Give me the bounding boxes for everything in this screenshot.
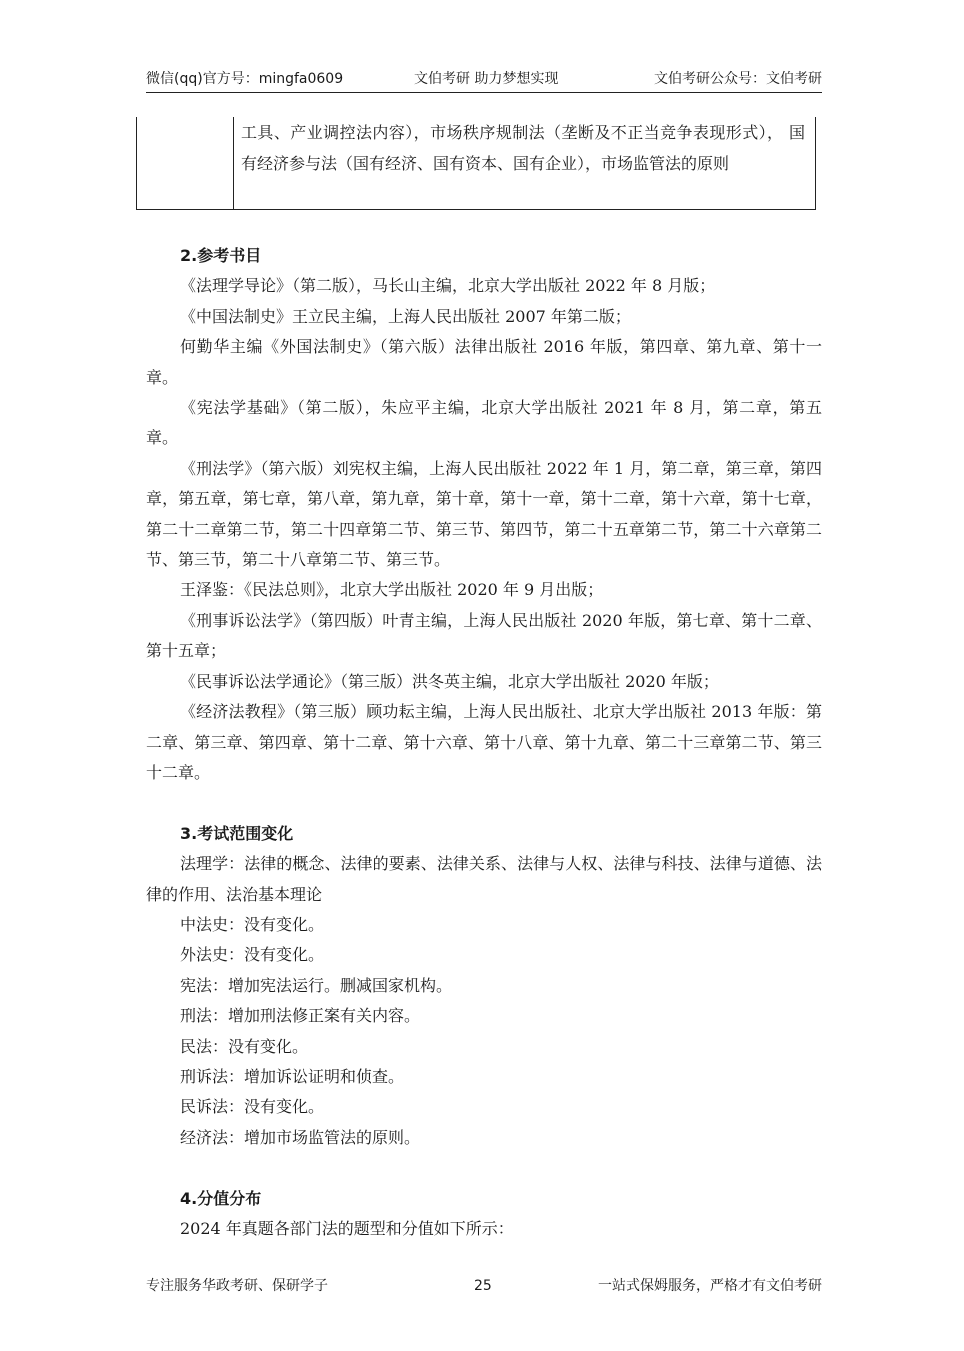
table-cell-content: 工具、产业调控法内容），市场秩序规制法（垄断及不正当竞争表现形式）， 国有经济参与法（国有经济、国有资本、国有企业），市场监管法的原则 [241,123,805,173]
header-wechat-account: 文伯考研公众号：文伯考研 [654,71,822,87]
scope-change-item: 中法史：没有变化。 [180,914,325,934]
section-heading-score-distribution: 4.分值分布 [180,1188,262,1208]
scope-change-item: 民法：没有变化。 [180,1036,309,1056]
footer-tagline: 专注服务华政考研、保研学子 [146,1278,328,1294]
reference-item: 何勤华主编《外国法制史》（第六版）法律出版社 2016 年版，第四章、第九章、第十一章。 [146,337,822,387]
reference-item: 《中国法制史》王立民主编，上海人民出版社 2007 年第二版； [180,306,631,326]
reference-item: 《刑事诉讼法学》（第四版）叶青主编，上海人民出版社 2020 年版，第七章、第十二章、第十五章； [146,610,822,661]
scope-change-item: 法理学：法律的概念、法律的要素、法律关系、法律与人权、法律与科技、法律与道德、法律的作用、法治基本理论 [146,854,822,904]
section-heading-scope-changes: 3.考试范围变化 [180,823,294,843]
reference-item: 《刑法学》（第六版）刘宪权主编，上海人民出版社 2022 年 1 月，第二章，第三章，第四章，第五章，第七章，第八章，第九章，第十章，第十一章，第十二章，第十六章，第十七章，第二十二章第二节，第二十四章第二节、第三节、第四节，第二十五章第二节，第二十六章第二节、第三节，第二十八章第二节、第三节。 [146,458,822,570]
scope-change-item: 宪法：增加宪法运行。删减国家机构。 [180,975,453,995]
scope-change-item: 民诉法：没有变化。 [180,1097,325,1117]
reference-item: 《民事诉讼法学通论》（第三版）洪冬英主编，北京大学出版社 2020 年版； [180,671,719,691]
header-slogan: 文伯考研 助力梦想实现 [414,71,559,87]
section-gap [146,788,822,818]
score-distribution-intro: 2024 年真题各部门法的题型和分值如下所示： [180,1218,514,1238]
reference-item: 《经济法教程》（第三版）顾功耘主编，上海人民出版社、北京大学出版社 2013 年版：第二章、第三章、第四章、第十二章、第十六章、第十八章、第十九章、第二十三章第二节、第三十二章。 [146,702,822,782]
table-column-divider [233,117,234,209]
footer-slogan: 一站式保姆服务，严格才有文伯考研 [598,1278,822,1294]
table-continuation [136,117,816,210]
reference-item: 《法理学导论》（第二版），马长山主编，北京大学出版社 2022 年 8 月版； [180,276,716,296]
page-number: 25 [474,1278,492,1294]
section-heading-references: 2.参考书目 [180,246,262,265]
page-footer [146,1274,822,1298]
main-content [146,241,822,1244]
section-gap [146,1153,822,1183]
reference-item: 《宪法学基础》（第二版），朱应平主编，北京大学出版社 2021 年 8 月，第二章，第五章。 [146,398,822,448]
page-header [146,66,822,93]
scope-change-item: 外法史：没有变化。 [180,945,325,965]
scope-change-item: 刑诉法：增加诉讼证明和侦查。 [180,1066,405,1086]
scope-change-item: 刑法：增加刑法修正案有关内容。 [180,1006,421,1026]
header-contact: 微信(qq)官方号：mingfa0609 [146,71,344,87]
reference-item: 王泽鉴：《民法总则》，北京大学出版社 2020 年 9 月出版； [180,580,604,600]
scope-change-item: 经济法：增加市场监管法的原则。 [180,1127,421,1147]
